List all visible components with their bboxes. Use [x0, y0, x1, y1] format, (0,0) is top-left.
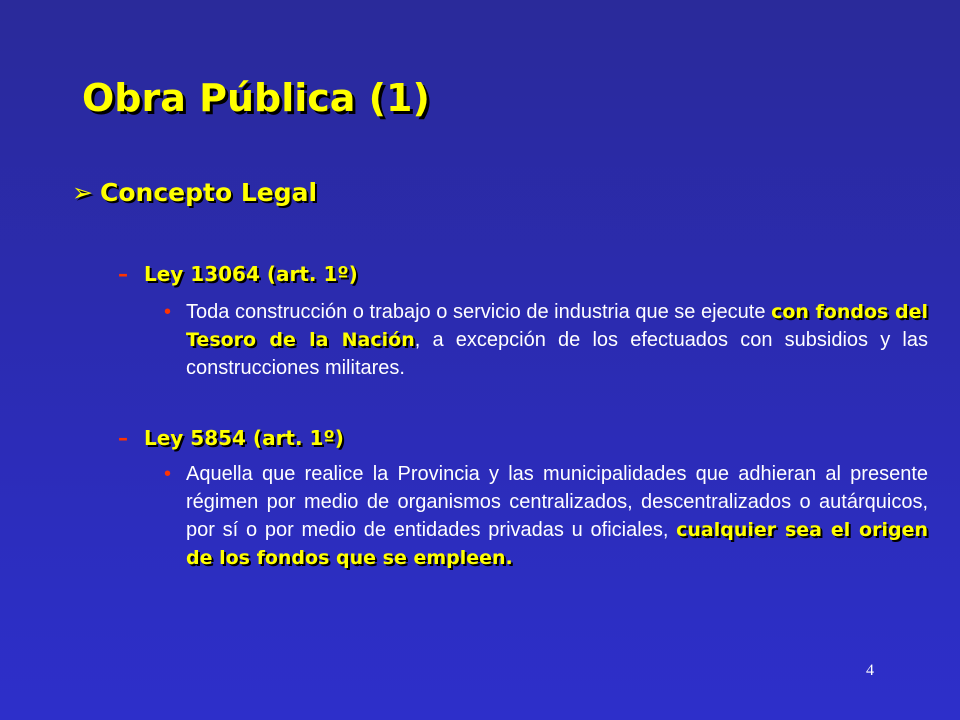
law-heading-label: Ley 13064 (art. 1º): [144, 262, 358, 286]
dash-bullet-icon: –: [118, 426, 128, 450]
slide-title: Obra Pública (1): [82, 76, 430, 120]
law-heading-13064: [118, 262, 358, 286]
law-text-part: Toda construcción o trabajo o servicio de industria que se ejecute: [186, 301, 772, 323]
law-heading-5854: [118, 426, 344, 450]
section-heading-label: Concepto Legal: [100, 178, 318, 207]
dot-bullet-icon: •: [164, 301, 172, 323]
arrow-bullet-icon: ➢: [72, 178, 93, 207]
law-text-part: , a excepción de los efectuados con subsidios y las construcciones militares.: [186, 329, 928, 379]
law-heading-label: Ley 5854 (art. 1º): [144, 426, 344, 450]
law-text-highlight: con fondos del Tesoro de la Nación: [186, 301, 928, 351]
section-heading: [72, 178, 317, 207]
law-text-highlight: cualquier sea el origen de los fondos que se empleen.: [186, 519, 928, 569]
dash-bullet-icon: –: [118, 262, 128, 286]
dot-bullet-icon: •: [164, 463, 172, 485]
law-text-part: Aquella que realice la Provincia y las municipalidades que adhieran al presente régimen por medio de organismos centralizados, descentralizados o autárquicos, por sí o por medio de entidades privadas u oficiales,: [186, 463, 928, 541]
law-text-13064: [164, 298, 928, 382]
law-text-5854: [164, 460, 928, 572]
page-number: 4: [866, 662, 874, 679]
